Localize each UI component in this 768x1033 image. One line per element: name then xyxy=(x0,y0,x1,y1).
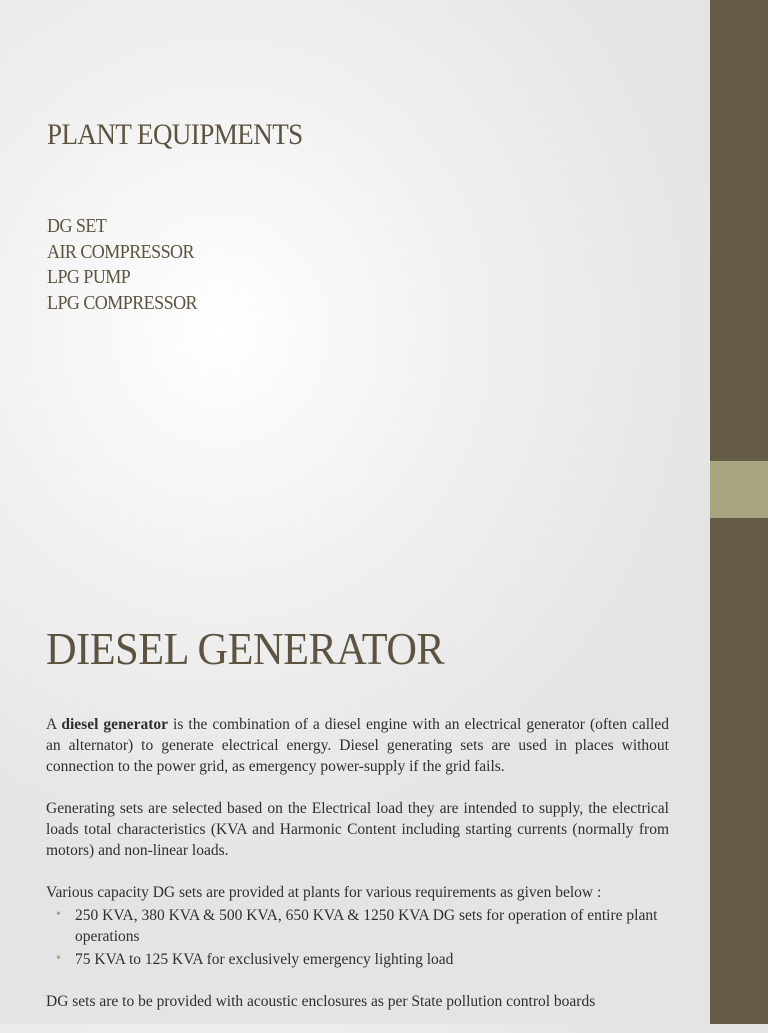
paragraph-selection: Generating sets are selected based on the Electrical load they are intended to supply, the electrical loads total characteristics (KVA and Harmonic Content including starting currents (normally from motors) and non-linear loads. xyxy=(46,800,669,859)
bullet-item: • 250 KVA, 380 KVA & 500 KVA, 650 KVA & 1250 KVA DG sets for operation of entire plant operations xyxy=(46,905,669,947)
paragraph-capacity-intro: Various capacity DG sets are provided at plants for various requirements as given below : xyxy=(46,884,602,901)
equipment-item: AIR COMPRESSOR xyxy=(47,240,194,263)
equipment-list xyxy=(47,214,214,316)
paragraph-definition: A diesel generator is the combination of a diesel engine with an electrical generator (often called an alternator) to generate electrical energy. Diesel generating sets are used in places without connection to the power grid, as emergency power-supply if the grid fails. xyxy=(46,716,669,775)
slide-title-diesel-generator: DIESEL GENERATOR xyxy=(46,623,445,674)
equipment-item: DG SET xyxy=(47,215,107,237)
sidebar-accent-block xyxy=(710,461,768,518)
paragraph-acoustic: DG sets are to be provided with acoustic enclosures as per State pollution control boards xyxy=(46,993,596,1010)
bullet-dot-icon: • xyxy=(56,951,61,966)
bullet-item: • 75 KVA to 125 KVA for exclusively emergency lighting load xyxy=(46,949,669,970)
capacity-bullet-list xyxy=(46,905,669,970)
bold-term: diesel generator xyxy=(61,716,168,733)
slide-title-plant-equipments: PLANT EQUIPMENTS xyxy=(47,118,303,151)
equipment-item: LPG COMPRESSOR xyxy=(47,291,198,314)
bullet-dot-icon: • xyxy=(56,907,61,922)
equipment-item: LPG PUMP xyxy=(47,266,131,288)
slide-content xyxy=(46,714,669,1033)
